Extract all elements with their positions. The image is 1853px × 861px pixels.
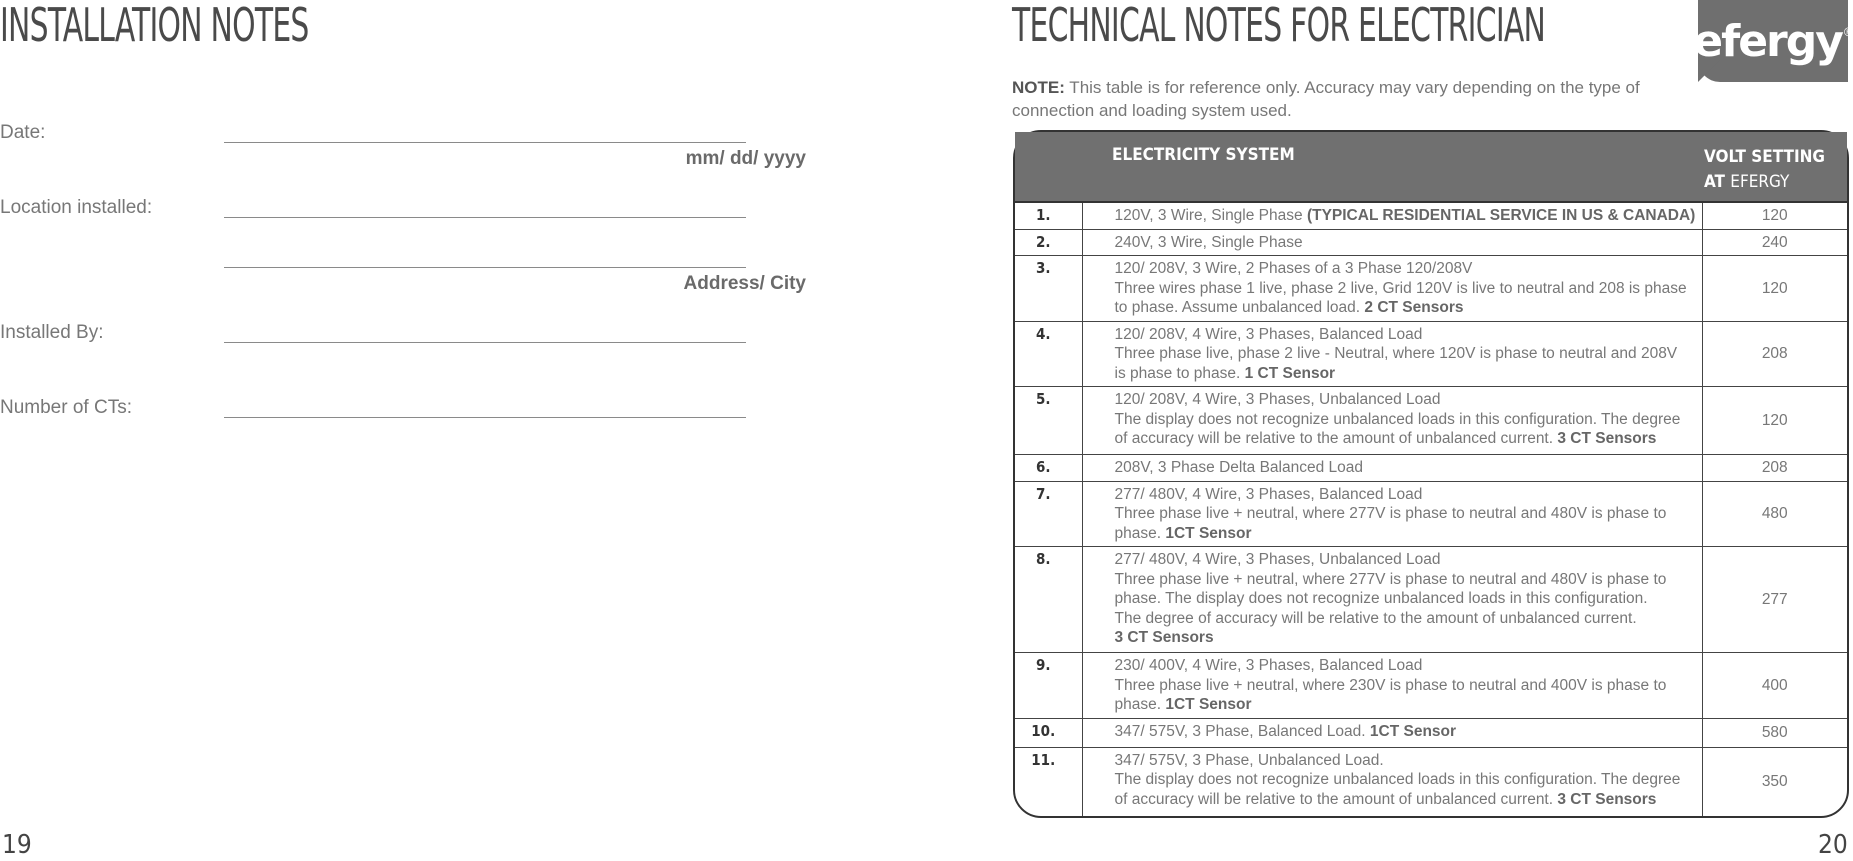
description-emphasis: 1CT Sensor [1369, 722, 1457, 740]
description-line [1115, 609, 1696, 629]
row-description [1082, 202, 1702, 229]
description-text: Three phase live + neutral, where 277V is phase to neutral and 480V is phase to [1114, 505, 1667, 522]
description-line [1115, 770, 1696, 790]
reference-note [1012, 76, 1702, 122]
description-emphasis: 3 CT Sensors [1557, 430, 1657, 447]
description-text: Three phase live, phase 2 live - Neutral, where 120V is phase to neutral and 208V [1114, 345, 1678, 362]
row-number: 5. [1015, 387, 1082, 455]
row-description [1082, 481, 1702, 547]
location-field-row [0, 197, 820, 297]
note-text: This table is for reference only. Accuracy may vary depending on the type of connection and loading system used. [1012, 78, 1640, 120]
row-number: 9. [1015, 653, 1082, 719]
row-volt-setting: 240 [1702, 229, 1847, 256]
row-volt-setting: 120 [1702, 202, 1847, 229]
row-number: 8. [1015, 547, 1082, 653]
description-text: 120/ 208V, 4 Wire, 3 Phases, Unbalanced Load [1114, 391, 1441, 408]
description-text: The display does not recognize unbalanced loads in this configuration. The degree [1114, 771, 1681, 788]
row-volt-setting: 277 [1702, 547, 1847, 653]
description-line [1115, 695, 1696, 715]
description-text: 208V, 3 Phase Delta Balanced Load [1114, 459, 1363, 476]
row-number: 1. [1015, 202, 1082, 229]
technical-notes-title: TECHNICAL NOTES FOR ELECTRICIAN [1012, 0, 1546, 52]
description-emphasis: 3 CT Sensors [1557, 790, 1657, 808]
description-line [1115, 676, 1696, 696]
table-row [1015, 256, 1847, 322]
description-line [1115, 570, 1696, 590]
description-line [1115, 589, 1696, 609]
location-label: Location installed: [0, 197, 153, 218]
row-volt-setting: 208 [1702, 455, 1847, 482]
description-text: is phase to phase. [1114, 364, 1245, 382]
date-label: Date: [0, 122, 46, 143]
description-line [1115, 325, 1696, 345]
description-line [1115, 751, 1696, 771]
description-line [1115, 259, 1696, 279]
description-emphasis: 1 CT Sensor [1244, 364, 1336, 382]
date-line [224, 142, 746, 143]
header-number-cell [1015, 132, 1082, 202]
page-number-left: 19 [2, 830, 32, 860]
logo-text: efergy [1693, 15, 1842, 67]
description-text: Three phase live + neutral, where 277V is phase to neutral and 480V is phase to [1114, 570, 1667, 588]
row-description [1082, 229, 1702, 256]
row-description [1082, 547, 1702, 653]
row-description [1082, 387, 1702, 455]
table-row [1015, 718, 1847, 747]
description-line [1115, 504, 1696, 524]
installed-by-line [224, 342, 746, 343]
description-text: 240V, 3 Wire, Single Phase [1114, 233, 1303, 251]
description-text: phase. The display does not recognize unbalanced loads in this configuration. [1114, 590, 1648, 607]
description-text: 120V, 3 Wire, Single Phase [1114, 207, 1307, 224]
description-line [1115, 656, 1696, 676]
description-emphasis: (TYPICAL RESIDENTIAL SERVICE IN US & CANADA) [1306, 207, 1696, 224]
description-text: The degree of accuracy will be relative to the amount of unbalanced current. [1114, 609, 1637, 627]
row-volt-setting: 120 [1702, 256, 1847, 322]
header-volt-at: AT [1704, 172, 1725, 192]
header-volt-line-1: VOLT SETTING [1704, 147, 1825, 167]
description-text: 347/ 575V, 3 Phase, Balanced Load. [1114, 722, 1370, 740]
row-volt-setting: 480 [1702, 481, 1847, 547]
header-volt-setting [1702, 132, 1847, 202]
row-number: 4. [1015, 321, 1082, 387]
header-volt-efergy: EFERGY [1730, 172, 1790, 192]
description-text: 120/ 208V, 4 Wire, 3 Phases, Balanced Load [1114, 325, 1423, 343]
description-text: to phase. Assume unbalanced load. [1114, 299, 1365, 316]
description-emphasis: 3 CT Sensors [1114, 629, 1214, 646]
description-text: of accuracy will be relative to the amount of unbalanced current. [1114, 790, 1558, 808]
row-description [1082, 653, 1702, 719]
row-volt-setting: 120 [1702, 387, 1847, 455]
description-line [1115, 206, 1696, 226]
description-line [1115, 298, 1696, 318]
description-line [1115, 524, 1696, 544]
description-text: 230/ 400V, 4 Wire, 3 Phases, Balanced Load [1114, 657, 1423, 674]
row-description [1082, 747, 1702, 816]
description-line [1115, 458, 1696, 478]
number-cts-field-row [0, 397, 820, 437]
date-format-hint: mm/ dd/ yyyy [685, 148, 806, 169]
row-number: 6. [1015, 455, 1082, 482]
description-line [1115, 233, 1696, 253]
description-text: The display does not recognize unbalanced loads in this configuration. The degree [1114, 410, 1681, 428]
note-label: NOTE: [1012, 78, 1065, 97]
registered-mark: ® [1843, 25, 1853, 39]
number-cts-line [224, 417, 746, 418]
description-line [1115, 485, 1696, 505]
table-row [1015, 455, 1847, 482]
row-description [1082, 718, 1702, 747]
description-text: Three phase live + neutral, where 230V is phase to neutral and 400V is phase to [1114, 676, 1667, 694]
installed-by-label: Installed By: [0, 322, 104, 343]
row-volt-setting: 580 [1702, 718, 1847, 747]
efergy-logo [1693, 0, 1853, 82]
table-row [1015, 481, 1847, 547]
installation-notes-title: INSTALLATION NOTES [0, 0, 309, 52]
page-number-right: 20 [1818, 830, 1848, 860]
description-text: phase. [1114, 696, 1166, 713]
row-volt-setting: 350 [1702, 747, 1847, 816]
description-text: 120/ 208V, 3 Wire, 2 Phases of a 3 Phase 120/208V [1114, 260, 1473, 277]
description-emphasis: 2 CT Sensors [1364, 299, 1464, 316]
date-field-row [0, 122, 820, 169]
location-line-2 [224, 267, 746, 268]
header-electricity-system: ELECTRICITY SYSTEM [1082, 132, 1702, 202]
description-line [1115, 344, 1696, 364]
table-row [1015, 387, 1847, 455]
description-line [1115, 390, 1696, 410]
row-description [1082, 256, 1702, 322]
row-number: 7. [1015, 481, 1082, 547]
description-line [1115, 429, 1696, 449]
row-number: 11. [1015, 747, 1082, 816]
row-volt-setting: 208 [1702, 321, 1847, 387]
description-text: Three wires phase 1 live, phase 2 live, Grid 120V is live to neutral and 208 is phase [1114, 279, 1687, 297]
description-line [1115, 279, 1696, 299]
description-text: phase. [1114, 524, 1166, 542]
table-row [1015, 653, 1847, 719]
row-number: 10. [1015, 718, 1082, 747]
description-text: of accuracy will be relative to the amount of unbalanced current. [1114, 430, 1558, 447]
table-row [1015, 229, 1847, 256]
description-line [1115, 550, 1696, 570]
table-row [1015, 547, 1847, 653]
table-row [1015, 202, 1847, 229]
description-emphasis: 1CT Sensor [1165, 696, 1252, 713]
description-line [1115, 410, 1696, 430]
description-line [1115, 722, 1696, 742]
description-text: 347/ 575V, 3 Phase, Unbalanced Load. [1114, 751, 1384, 769]
table-header-row [1015, 132, 1847, 202]
description-line [1115, 364, 1696, 384]
description-emphasis: 1CT Sensor [1165, 524, 1252, 542]
location-line-1 [224, 217, 746, 218]
electricity-system-table [1013, 130, 1849, 818]
description-text: 277/ 480V, 4 Wire, 3 Phases, Balanced Load [1114, 485, 1423, 503]
row-description [1082, 321, 1702, 387]
row-number: 3. [1015, 256, 1082, 322]
description-text: 277/ 480V, 4 Wire, 3 Phases, Unbalanced Load [1114, 551, 1441, 568]
table-row [1015, 321, 1847, 387]
row-number: 2. [1015, 229, 1082, 256]
description-line [1115, 628, 1696, 648]
row-description [1082, 455, 1702, 482]
address-city-hint: Address/ City [683, 273, 806, 294]
row-volt-setting: 400 [1702, 653, 1847, 719]
installed-by-field-row [0, 322, 820, 362]
table-row [1015, 747, 1847, 816]
description-line [1115, 790, 1696, 810]
number-cts-label: Number of CTs: [0, 397, 132, 418]
